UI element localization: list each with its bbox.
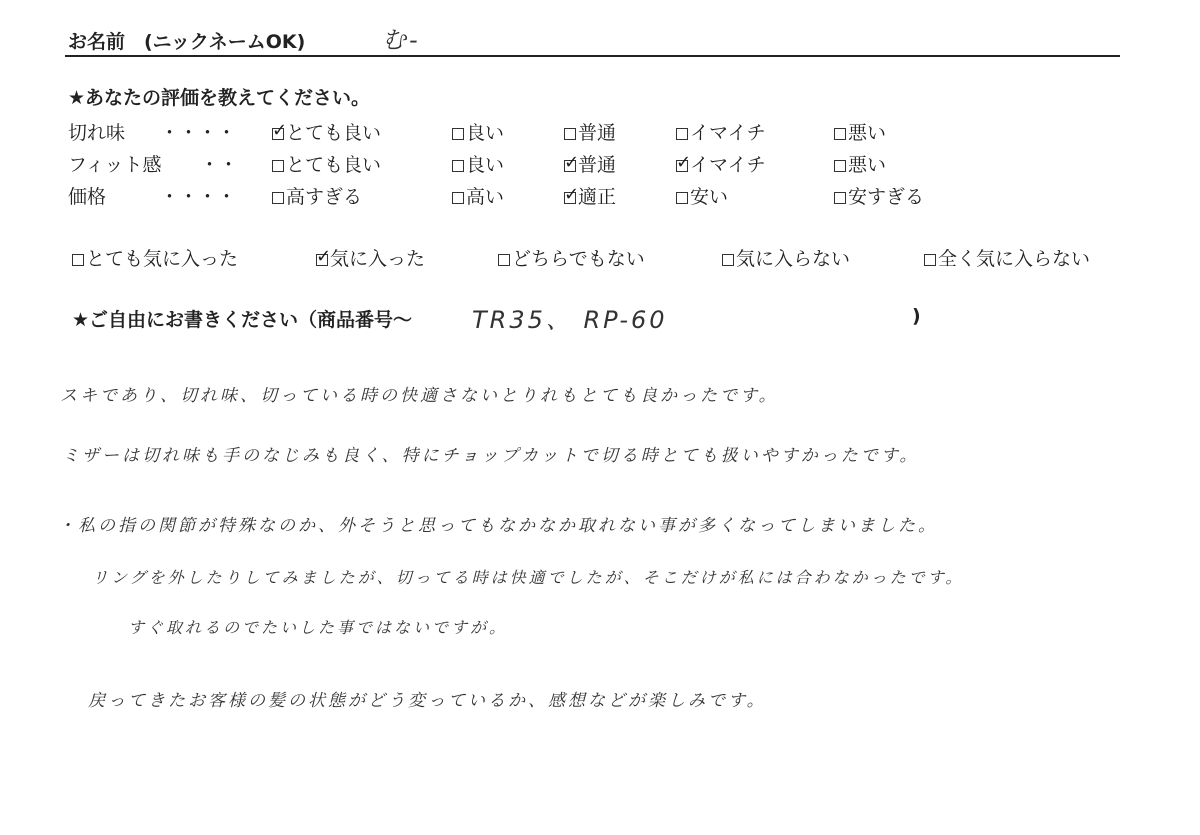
option-label: 良い	[466, 154, 505, 176]
rating-option[interactable]	[834, 118, 886, 145]
checkbox-checked[interactable]	[272, 128, 284, 140]
overall-option[interactable]	[924, 244, 1090, 271]
option-label: 悪い	[848, 154, 887, 176]
option-label: 気に入った	[330, 248, 426, 270]
comments-heading: ★ご自由にお書きください（商品番号～	[72, 309, 413, 331]
option-label: イマイチ	[690, 122, 766, 144]
option-label: 普通	[578, 154, 617, 176]
checkbox[interactable]	[924, 254, 936, 266]
rating-option[interactable]	[676, 182, 728, 209]
option-label: とても良い	[286, 122, 382, 144]
rating-option[interactable]	[272, 150, 381, 177]
comment-line: リングを外したりしてみましたが、切ってる時は快適でしたが、そこだけが私には合わなかったです。	[92, 568, 965, 587]
row-label-price: 価格	[68, 186, 107, 208]
checkbox[interactable]	[72, 254, 84, 266]
checkbox[interactable]	[564, 128, 576, 140]
option-label: 高すぎる	[286, 186, 363, 208]
checkbox[interactable]	[834, 160, 846, 172]
rating-option[interactable]	[564, 118, 616, 145]
option-label: とても良い	[286, 154, 382, 176]
option-label: どちらでもない	[512, 248, 645, 270]
rating-option[interactable]	[676, 150, 766, 177]
checkbox[interactable]	[676, 128, 688, 140]
checkbox[interactable]	[834, 192, 846, 204]
name-underline	[65, 55, 1120, 57]
rating-option[interactable]	[676, 118, 766, 145]
overall-option[interactable]	[498, 244, 645, 271]
rating-option[interactable]	[834, 150, 886, 177]
comment-line: ミザーは切れ味も手のなじみも良く、特にチョップカットで切る時とても扱いやすかったです。	[62, 446, 920, 466]
rating-option[interactable]	[564, 182, 616, 209]
checkbox-checked[interactable]	[564, 160, 576, 172]
comment-line: 戻ってきたお客様の髪の状態がどう変っているか、感想などが楽しみです。	[88, 691, 767, 711]
option-label: 高い	[466, 186, 505, 208]
option-label: とても気に入った	[86, 248, 239, 270]
checkbox[interactable]	[272, 192, 284, 204]
comment-line: ・私の指の関節が特殊なのか、外そうと思ってもなかなか取れない事が多くなってしまいました。	[58, 516, 938, 536]
comment-line: すぐ取れるのでたいした事ではないですが。	[128, 618, 509, 637]
rating-option[interactable]	[272, 182, 362, 209]
row-dots: ・・・・	[160, 186, 237, 208]
product-numbers: TR35、 RP-60	[472, 306, 668, 334]
checkbox[interactable]	[272, 160, 284, 172]
checkbox[interactable]	[452, 128, 464, 140]
rating-option[interactable]	[564, 150, 616, 177]
name-value: む-	[382, 26, 421, 54]
option-label: 気に入らない	[736, 248, 851, 270]
checkbox[interactable]	[834, 128, 846, 140]
checkbox[interactable]	[676, 192, 688, 204]
rating-option[interactable]	[452, 150, 504, 177]
option-label: 全く気に入らない	[938, 248, 1091, 270]
option-label: 安い	[690, 186, 729, 208]
row-label-fit: フィット感	[68, 154, 162, 176]
overall-option[interactable]	[72, 244, 238, 271]
option-label: 安すぎる	[848, 186, 925, 208]
overall-option[interactable]	[316, 244, 425, 271]
checkbox-checked[interactable]	[564, 192, 576, 204]
name-label: お名前 (ニックネームOK)	[68, 31, 306, 53]
option-label: 普通	[578, 122, 617, 144]
rating-option[interactable]	[452, 118, 504, 145]
checkbox-checked[interactable]	[676, 160, 688, 172]
checkbox[interactable]	[452, 160, 464, 172]
evaluation-heading: ★あなたの評価を教えてください。	[68, 87, 371, 109]
row-dots: ・・	[200, 154, 239, 176]
comments-heading-close: )	[912, 305, 921, 327]
option-label: 適正	[578, 186, 617, 208]
comment-line: スキであり、切れ味、切っている時の快適さないとりれもとても良かったです。	[60, 386, 779, 406]
rating-option[interactable]	[834, 182, 924, 209]
checkbox-checked[interactable]	[316, 254, 328, 266]
option-label: 悪い	[848, 122, 887, 144]
option-label: イマイチ	[690, 154, 766, 176]
overall-option[interactable]	[722, 244, 850, 271]
checkbox[interactable]	[498, 254, 510, 266]
option-label: 良い	[466, 122, 505, 144]
checkbox[interactable]	[452, 192, 464, 204]
rating-option[interactable]	[272, 118, 381, 145]
row-dots: ・・・・	[160, 122, 237, 144]
row-label-sharpness: 切れ味	[68, 122, 126, 144]
rating-option[interactable]	[452, 182, 504, 209]
checkbox[interactable]	[722, 254, 734, 266]
